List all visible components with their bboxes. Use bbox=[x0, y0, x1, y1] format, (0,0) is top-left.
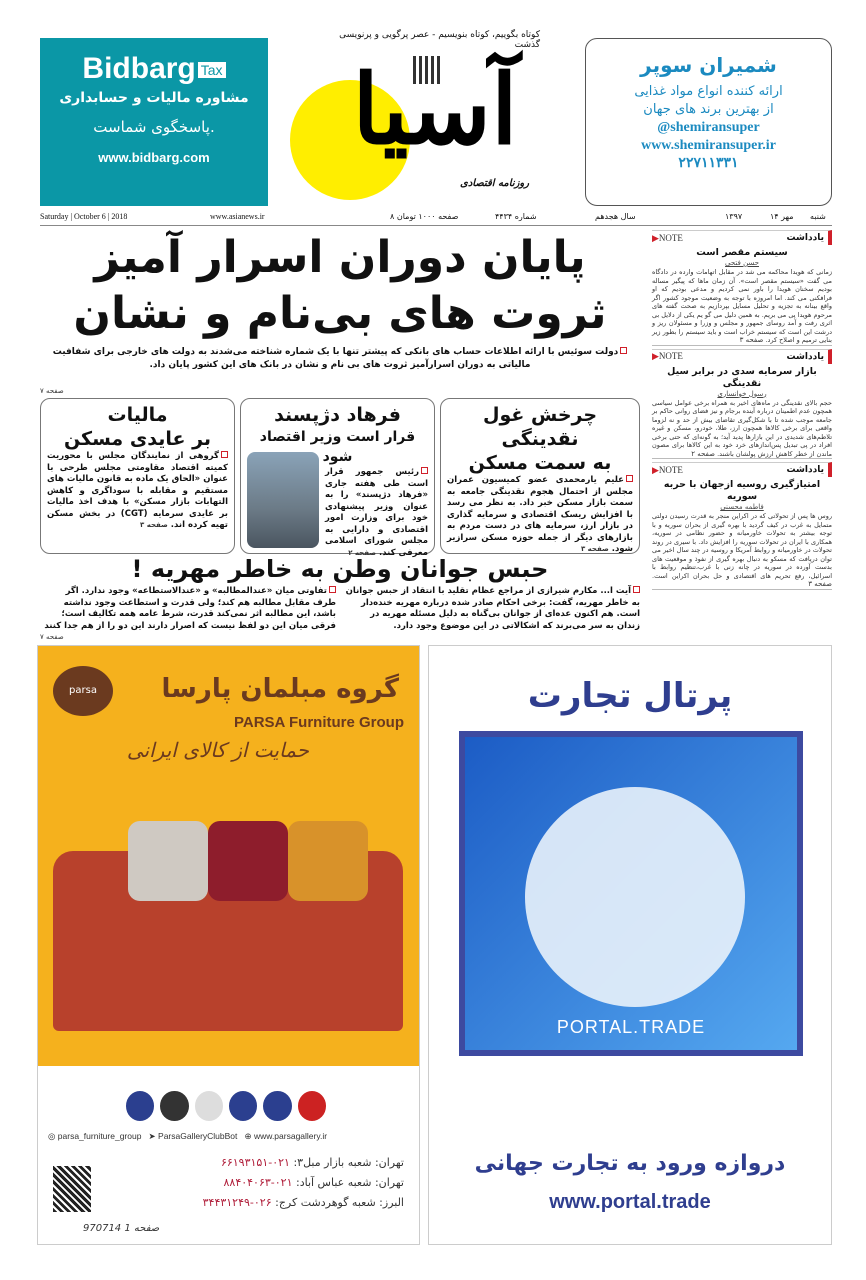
parsa-title-fa: گروه مبلمان پارسا bbox=[161, 674, 399, 704]
lead-text: دولت سوئیس با ارائه اطلاعات حساب های بانکی که پیشتر تنها با یک شماره شناخته می‌شدند به دولت های خارجی برای شفافیت مالیاتی به دوران اسرارآمیز ثروت های بی نام و نشان در بانک های این کشور پایان داد. bbox=[52, 347, 619, 370]
portal-trade-ad[interactable] bbox=[428, 645, 832, 1245]
box-body: گروهی از نمایندگان مجلس با محوریت کمیته اقتصاد مقاومتی مجلس طرحی با عنوان «الحاق یک ماده به قانون مالیات های مستقیم و مقابله با سوداگری و کاهش التهابات بازار مسکن» با هدف اخذ مالیات بر عایدی سرمایه (CGT) در بخش مسکن تهیه کرده اند. bbox=[47, 451, 228, 530]
notes-column bbox=[652, 230, 832, 593]
note-body: روس ها پس از تحولاتی که در اکراین منجر به قدرت رسیدن دولتی متمایل به غرب در کیف گردید با بهره گیری از بحران سوریه و با توجه بیشتر به تحولات خاورمیانه و حضور نظامی در سوریه، همکاری با ایران در تحولات سوریه را افزایش داد. با سیری در روند تحولات در خاورمیانه و روابط آمریکا و روسیه در چند سال اخیر می توان دریافت که مسکو به دنبال بهره گیری از نفوذ و موقعیت های بدست آورده در سوریه در چانه زنی با غرب،تنظیم روابط با اسرائیل، رفع تحریم های اقتصادی و حل بحران اکراین است. bbox=[652, 512, 832, 580]
news-box-tax[interactable] bbox=[40, 398, 235, 554]
page-ref[interactable]: صفحه ۲ bbox=[691, 449, 715, 458]
portal-illustration bbox=[459, 731, 803, 1056]
bidbarg-line1: مشاوره مالیات و حسابداری bbox=[59, 90, 249, 106]
qr-code-icon bbox=[53, 1166, 91, 1212]
note-item[interactable] bbox=[652, 349, 832, 460]
parsa-banner bbox=[38, 646, 419, 1066]
branch: البرز: شعبه گوهردشت کرج: ۰۲۶-۳۴۴۳۱۲۴۹ bbox=[202, 1196, 404, 1209]
bullet-icon bbox=[329, 586, 336, 593]
year-volume: سال هجدهم bbox=[595, 212, 636, 221]
note-item[interactable] bbox=[652, 230, 832, 346]
note-en-label: ▶ NOTE bbox=[652, 465, 683, 476]
box-subtitle: قرار است وزیر اقتصاد شود bbox=[259, 429, 416, 465]
branch: تهران: شعبه عباس آباد: ۰۲۱-۸۸۴۰۴۰۶۳ bbox=[223, 1176, 404, 1189]
parsa-instagram[interactable]: parsa_furniture_group bbox=[57, 1131, 142, 1141]
weekday: شنبه bbox=[810, 212, 826, 221]
parsa-telegram[interactable]: ParsaGalleryClubBot bbox=[158, 1131, 238, 1141]
note-item[interactable] bbox=[652, 462, 832, 590]
instagram-icon: ◎ bbox=[48, 1131, 56, 1141]
shemiran-instagram[interactable]: @shemiransuper bbox=[657, 120, 760, 135]
date-en: Saturday | October 6 | 2018 bbox=[40, 212, 128, 221]
second-headline[interactable]: حبس جوانان وطن به خاطر مهریه ! bbox=[131, 555, 549, 583]
page-ref[interactable]: صفحه ۳ bbox=[580, 545, 609, 553]
main-headline[interactable] bbox=[40, 230, 640, 342]
telegram-icon: ➤ bbox=[148, 1131, 156, 1141]
website[interactable]: www.asianews.ir bbox=[210, 212, 265, 221]
news-box-liquidity[interactable] bbox=[440, 398, 640, 554]
bullet-icon bbox=[626, 475, 633, 482]
box-title: چرخش غول نقدینگی bbox=[482, 404, 598, 450]
bullet-icon bbox=[221, 451, 228, 458]
bullet-icon bbox=[620, 347, 627, 354]
bidbarg-logo: Bidbarg Tax bbox=[40, 52, 268, 86]
col-text: آیت ا... مکارم شیرازی از مراجع عظام تقلید با انتقاد از حبس جوانان به خاطر مهریه، گفت: برخی احکام صادر شده درباره مهریه خنده‌دار است. هم اکنون عده‌ای از جوانان بی‌گناه به دلیل مسئله مهریه در زندان به سر می‌برند که اشکالاتی در این موضوع وجود دارد. bbox=[345, 586, 640, 631]
masthead-title: آسیا bbox=[352, 53, 518, 166]
shemiran-phone: ۲۲۷۱۱۳۳۱ bbox=[678, 156, 739, 171]
page-ref[interactable]: صفحه ۳ bbox=[739, 336, 764, 344]
headline-line1: پایان دوران اسرار آمیز bbox=[94, 232, 586, 283]
box-title: فرهاد دژپسند bbox=[274, 404, 401, 426]
page-ref[interactable]: صفحه ۷ bbox=[40, 633, 64, 641]
portal-title: پرتال تجارت bbox=[527, 676, 733, 716]
note-body: زمانی که هویدا محاکمه می شد در مقابل اتهامات وارده در دادگاه می گفت «سیستم مقصر است». آن زمان ماها که پیگیر مساله بودیم سخنان هویدا را باور نمی کردیم و مدعی بودیم که او فرافکنی می کند. اما امروزه با توجه به وضعیت موجود کشور اگر واقع بینانه به تجزیه و تحلیل مسایل بپردازیم به صحت گفته های مرحوم هویدا پی می بریم. به همین دلیل می گو یم یکی از دلایل بی اثری رفت و آمد روسای جمهور و مجلس و وزرا و مسئولان ریز و درشت این است که سیستم خراب است و باید سیستم را بطور زیر بنایی ترمیم و اصلاح کرد. bbox=[652, 268, 832, 344]
branch: تهران: شعبه بازار مبل۳: ۰۲۱-۶۶۱۹۳۱۵۱ bbox=[220, 1156, 404, 1169]
fa-day-month: ۱۴ مهر bbox=[770, 212, 794, 221]
note-author: رسول خوانساری bbox=[717, 389, 767, 398]
box-subtitle: به سمت مسکن bbox=[468, 452, 612, 474]
parsa-logo: parsa bbox=[53, 666, 113, 716]
certification-logos bbox=[126, 1091, 326, 1121]
shemiran-ad[interactable] bbox=[585, 38, 832, 206]
parsa-slogan: حمایت از کالای ایرانی bbox=[126, 738, 309, 762]
note-title: سیستم مقصر است bbox=[696, 247, 788, 258]
shemiran-title: شمیران سوپر bbox=[640, 53, 777, 77]
parsa-links bbox=[48, 1131, 327, 1142]
bidbarg-ad[interactable] bbox=[40, 38, 268, 206]
cushion bbox=[288, 821, 368, 901]
portal-circle bbox=[525, 787, 745, 1007]
parsa-website[interactable]: www.parsagallery.ir bbox=[254, 1131, 328, 1141]
fa-year: ۱۳۹۷ bbox=[725, 212, 743, 221]
page-ref[interactable]: صفحه ۳ bbox=[808, 580, 832, 588]
note-en-label: ▶ NOTE bbox=[652, 233, 683, 244]
page-ref[interactable]: صفحه ۷ bbox=[40, 387, 64, 395]
box-title: مالیات bbox=[107, 404, 168, 426]
bullet-icon bbox=[633, 586, 640, 593]
note-title: امتیازگیری روسیه ازجهان با حربه سوریه bbox=[663, 479, 821, 502]
parsa-furniture-ad[interactable] bbox=[37, 645, 420, 1245]
minister-photo bbox=[247, 452, 319, 548]
portal-url[interactable]: www.portal.trade bbox=[549, 1191, 711, 1213]
bidbarg-url[interactable]: www.bidbarg.com bbox=[98, 150, 210, 165]
note-title: بازار سرمایه سدی در برابر سیل نقدینگی bbox=[667, 365, 817, 389]
bidbarg-line2: پاسخگوی شماست. bbox=[93, 118, 215, 136]
bullet-icon bbox=[421, 467, 428, 474]
shemiran-url[interactable]: www.shemiransuper.ir bbox=[641, 138, 776, 153]
note-en-label: ▶ NOTE bbox=[652, 351, 683, 362]
note-label: یادداشت bbox=[786, 233, 824, 243]
issue-number: شماره ۴۴۳۴ bbox=[495, 212, 537, 221]
globe-icon: ⊕ bbox=[244, 1131, 252, 1141]
parsa-title-en: PARSA Furniture Group bbox=[234, 714, 404, 731]
portal-brand: PORTAL.TRADE bbox=[556, 1017, 706, 1037]
cushion bbox=[128, 821, 208, 901]
pages-price: ۸ صفحه ۱۰۰۰ تومان bbox=[390, 212, 459, 221]
shemiran-line1: ارائه کننده انواع مواد غذایی bbox=[634, 84, 783, 99]
box-body: رئیس جمهور قرار است طی هفته جاری «فرهاد دژپسند» را به عنوان وزیر پیشنهادی خود برای وزارت امور اقتصادی و دارایی به مجلس شورای اسلامی معرفی کند. bbox=[325, 467, 428, 558]
shemiran-line2: از بهترین برند های جهان bbox=[643, 102, 774, 117]
dateline bbox=[40, 212, 832, 226]
page-code: 970714 1 صفحه bbox=[83, 1223, 160, 1234]
note-label: یادداشت bbox=[786, 351, 824, 362]
note-label: یادداشت bbox=[786, 465, 824, 475]
main-lead bbox=[40, 346, 640, 372]
page-ref[interactable]: صفحه ۲ bbox=[348, 548, 376, 557]
cushion bbox=[208, 821, 288, 901]
note-author: فاطمه محسنی bbox=[720, 503, 764, 511]
second-col-left bbox=[40, 586, 336, 632]
page-ref[interactable]: صفحه ۳ bbox=[140, 521, 168, 529]
second-col-right bbox=[344, 586, 640, 632]
note-body: حجم بالای نقدینگی در ماه‌های اخیر به همراه برخی عوامل سیاسی همچون عدم اطمینان درباره آینده برجام و نیز فضای روانی حاکم بر جامعه موجب شده تا با شکل‌گیری تقاضای بیش از حد و نه لزوما واقعی برای برخی کالاها همچون ارز، طلا، خودرو، مسکن و غیره تلاطم‌های شدیدی در این بازارها پدید آید؛ به گونه‌ای که حتی برخی افراد در پی تبدیل پس‌اندازهای خرد خود به این کالاها برای مصون ماندن از خطر کاهش ارزش پولشان باشند. bbox=[652, 398, 832, 458]
masthead-tagline: کوتاه بگوییم، کوتاه بنویسیم - عصر پرگویی و پرنویسی گذشت bbox=[339, 30, 540, 50]
headline-line2: ثروت های بی‌نام و نشان bbox=[73, 288, 607, 339]
col-text: تفاوتی میان «عندالمطالبه» و «عندالاستطاعه» وجود ندارد. اگر طرف مقابل مطالبه هم کند؛ ولی قدرت و استطاعت وجود نداشته باشد، این مطالبه اثر نمی‌کند قدرت، شرط عامه همه تکالیف است؛ فرقی میان این دو لفظ نیست که اصرار دارند این دو را از هم جدا کنند bbox=[44, 586, 336, 631]
note-author: حسن فتحی bbox=[725, 259, 759, 267]
masthead-subtitle: روزنامه اقتصادی bbox=[460, 178, 530, 189]
box-subtitle: بر عایدی مسکن bbox=[63, 428, 212, 450]
portal-slogan: دروازه ورود به تجارت جهانی bbox=[474, 1151, 786, 1176]
box-body: علیم یارمحمدی عضو کمیسیون عمران مجلس از احتمال هجوم نقدینگی جامعه به سمت بازار مسکن خبر داد. به نظر می رسد با افزایش ریسک اقتصادی و سرمایه گذاری در بازار ارز، سرمایه های در دست مردم به بازارهای دیگر از جمله حوزه مسکن سرازیر شود. bbox=[447, 475, 633, 554]
